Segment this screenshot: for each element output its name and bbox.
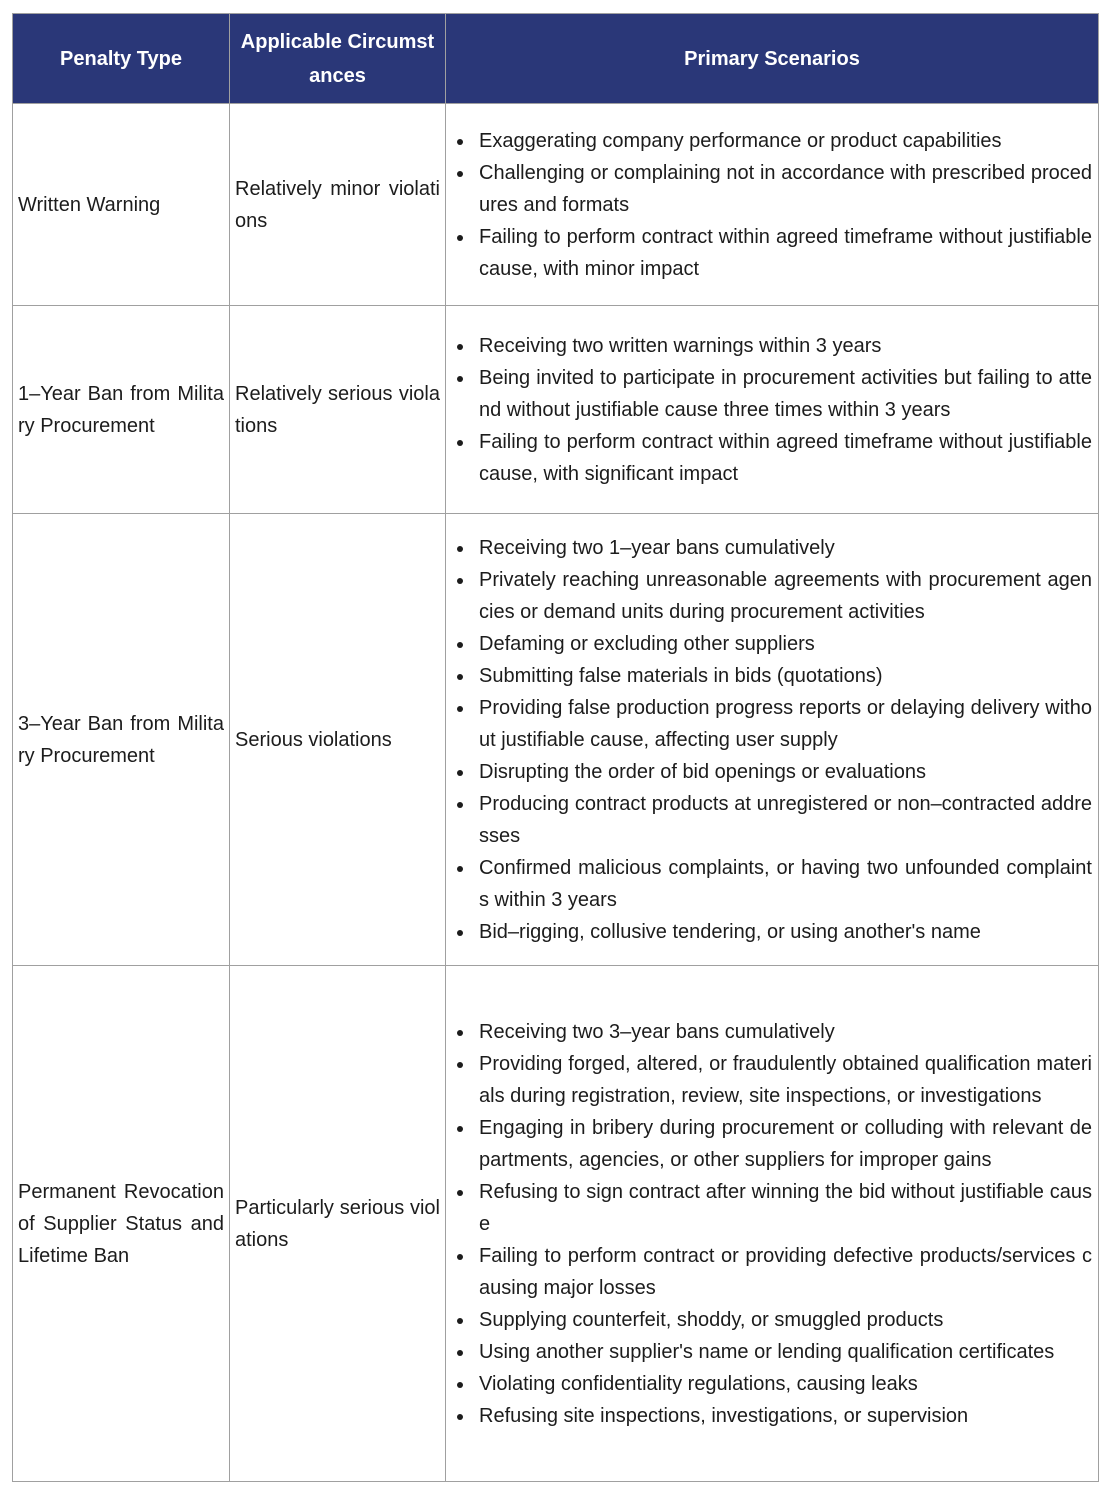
scenario-item: • Challenging or complaining not in accordance with prescribed procedures and formats [475,157,1092,221]
scenario-item: • Providing false production progress reports or delaying delivery without justifiable cause, affecting user supply [475,692,1092,756]
table-row [13,104,1099,306]
scenario-item: • Bid–rigging, collusive tendering, or using another's name [475,916,1092,948]
scenarios-cell [446,514,1099,966]
penalty-type-cell: 1–Year Ban from Military Procurement [13,306,230,514]
penalty-type-cell: Permanent Revocation of Supplier Status and Lifetime Ban [13,966,230,1482]
scenario-item: • Confirmed malicious complaints, or having two unfounded complaints within 3 years [475,852,1092,916]
scenario-item: • Supplying counterfeit, shoddy, or smuggled products [475,1304,1092,1336]
table-row [13,306,1099,514]
table-row [13,514,1099,966]
scenarios-list [451,532,1092,948]
scenario-item: • Failing to perform contract or providing defective products/services causing major losses [475,1240,1092,1304]
scenario-item: • Submitting false materials in bids (quotations) [475,660,1092,692]
scenarios-list [451,330,1092,490]
penalty-type-cell: Written Warning [13,104,230,306]
scenarios-cell [446,966,1099,1482]
scenario-item: • Privately reaching unreasonable agreements with procurement agencies or demand units during procurement activities [475,564,1092,628]
circumstances-cell: Relatively serious violations [230,306,446,514]
penalty-type-cell: 3–Year Ban from Military Procurement [13,514,230,966]
scenario-item: • Refusing site inspections, investigations, or supervision [475,1400,1092,1432]
scenario-item: • Refusing to sign contract after winning the bid without justifiable cause [475,1176,1092,1240]
scenario-item: • Failing to perform contract within agreed timeframe without justifiable cause, with minor impact [475,221,1092,285]
scenario-item: • Being invited to participate in procurement activities but failing to attend without justifiable cause three times within 3 years [475,362,1092,426]
penalties-table [12,13,1099,1482]
circumstances-cell: Particularly serious violations [230,966,446,1482]
scenario-item: • Violating confidentiality regulations, causing leaks [475,1368,1092,1400]
scenarios-list [451,1016,1092,1432]
scenarios-list [451,125,1092,285]
scenario-item: • Exaggerating company performance or product capabilities [475,125,1092,157]
header-penalty-type: Penalty Type [13,14,230,104]
scenarios-cell [446,306,1099,514]
scenario-item: • Using another supplier's name or lending qualification certificates [475,1336,1092,1368]
table-header-row [13,14,1099,104]
circumstances-cell: Relatively minor violations [230,104,446,306]
scenario-item: • Producing contract products at unregistered or non–contracted addresses [475,788,1092,852]
table-row [13,966,1099,1482]
scenario-item: • Engaging in bribery during procurement or colluding with relevant departments, agencies, or other suppliers for improper gains [475,1112,1092,1176]
circumstances-cell: Serious violations [230,514,446,966]
scenario-item: • Receiving two 3–year bans cumulatively [475,1016,1092,1048]
scenario-item: • Providing forged, altered, or fraudulently obtained qualification materials during registration, review, site inspections, or investigations [475,1048,1092,1112]
scenario-item: • Receiving two written warnings within 3 years [475,330,1092,362]
header-primary-scenarios: Primary Scenarios [446,14,1099,104]
scenario-item: • Failing to perform contract within agreed timeframe without justifiable cause, with significant impact [475,426,1092,490]
scenario-item: • Disrupting the order of bid openings or evaluations [475,756,1092,788]
scenario-item: • Defaming or excluding other suppliers [475,628,1092,660]
scenarios-cell [446,104,1099,306]
header-applicable-circumstances: Applicable Circumstances [230,14,446,104]
scenario-item: • Receiving two 1–year bans cumulatively [475,532,1092,564]
